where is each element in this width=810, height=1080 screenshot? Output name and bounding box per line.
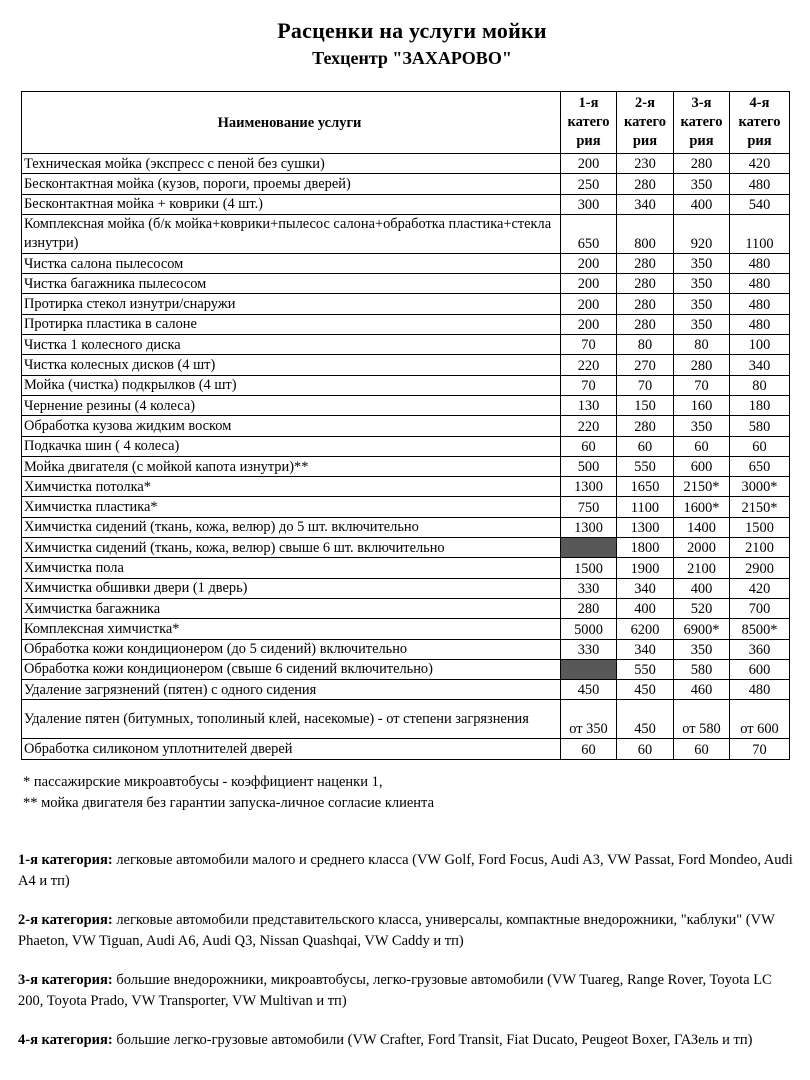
price-category-2: 1100: [617, 497, 674, 517]
price-category-4: 480: [730, 294, 790, 314]
price-category-4: 80: [730, 375, 790, 395]
price-category-1: 60: [561, 739, 617, 759]
category-text: большие легко-грузовые автомобили (VW Crafter, Ford Transit, Fiat Ducato, Peugeot Boxer, ГАЗель и тп): [116, 1032, 753, 1048]
service-name: Удаление загрязнений (пятен) с одного сидения: [22, 680, 561, 700]
price-category-2: 1800: [617, 538, 674, 558]
price-category-3: 350: [674, 416, 730, 436]
table-row: [22, 154, 790, 174]
price-category-3: 280: [674, 154, 730, 174]
service-name: Обработка кузова жидким воском: [22, 416, 561, 436]
price-category-1: 220: [561, 355, 617, 375]
price-category-1: от 350: [561, 700, 617, 739]
table-row: [22, 497, 790, 517]
price-category-3: 280: [674, 355, 730, 375]
price-category-4: 2150*: [730, 497, 790, 517]
page-title: Расценки на услуги мойки: [277, 18, 547, 43]
table-row: [22, 214, 790, 253]
price-category-2: 550: [617, 456, 674, 476]
header-category-1-line-3: рия: [576, 133, 601, 149]
price-category-2: 450: [617, 700, 674, 739]
table-row: [22, 355, 790, 375]
table-row: [22, 436, 790, 456]
price-category-2: 6200: [617, 619, 674, 639]
category-text: легковые автомобили малого и среднего класса (VW Golf, Ford Focus, Audi A3, VW Passat, Ford Mondeo, Audi A4 и тп): [18, 852, 793, 889]
header-category-2-line-2: катего: [623, 114, 667, 130]
price-category-4: 8500*: [730, 619, 790, 639]
table-row: [22, 194, 790, 214]
price-category-4: 480: [730, 253, 790, 273]
price-category-1: 200: [561, 294, 617, 314]
category-label: 1-я категория:: [18, 852, 113, 868]
price-category-2: 450: [617, 680, 674, 700]
price-category-4: 180: [730, 395, 790, 415]
header-category-4-line-3: рия: [747, 133, 772, 149]
unavailable-price-cell: [561, 659, 617, 679]
price-category-2: 280: [617, 274, 674, 294]
price-category-2: 1650: [617, 477, 674, 497]
price-category-2: 340: [617, 194, 674, 214]
table-row: [22, 538, 790, 558]
price-category-3: 160: [674, 395, 730, 415]
price-category-4: 540: [730, 194, 790, 214]
price-category-4: 100: [730, 335, 790, 355]
service-name: Чистка колесных дисков (4 шт): [22, 355, 561, 375]
price-category-4: 650: [730, 456, 790, 476]
price-category-3: 350: [674, 294, 730, 314]
service-name: Химчистка сидений (ткань, кожа, велюр) свыше 6 шт. включительно: [22, 538, 561, 558]
header-category-3-line-1: 3-я: [691, 95, 712, 111]
category-description: [18, 910, 798, 952]
price-category-4: 480: [730, 274, 790, 294]
service-name: Химчистка обшивки двери (1 дверь): [22, 578, 561, 598]
service-name: Химчистка пола: [22, 558, 561, 578]
price-category-4: 1500: [730, 517, 790, 537]
service-name: Химчистка сидений (ткань, кожа, велюр) до 5 шт. включительно: [22, 517, 561, 537]
price-category-3: 70: [674, 375, 730, 395]
service-name: Обработка кожи кондиционером (свыше 6 сидений включительно): [22, 659, 561, 679]
header-category-2: [617, 92, 674, 154]
service-name: Обработка силиконом уплотнителей дверей: [22, 739, 561, 759]
price-category-3: 2100: [674, 558, 730, 578]
service-name: Химчистка потолка*: [22, 477, 561, 497]
price-category-2: 340: [617, 639, 674, 659]
price-category-3: 400: [674, 194, 730, 214]
footnote: ** мойка двигателя без гарантии запуска-личное согласие клиента: [23, 795, 435, 811]
price-category-1: 330: [561, 578, 617, 598]
price-category-4: 360: [730, 639, 790, 659]
price-category-2: 280: [617, 174, 674, 194]
price-category-4: 3000*: [730, 477, 790, 497]
price-category-2: 280: [617, 416, 674, 436]
price-category-3: 60: [674, 436, 730, 456]
price-category-1: 70: [561, 335, 617, 355]
service-name: Бесконтактная мойка (кузов, пороги, проемы дверей): [22, 174, 561, 194]
price-category-2: 800: [617, 214, 674, 253]
service-name: Химчистка пластика*: [22, 497, 561, 517]
price-category-1: 500: [561, 456, 617, 476]
price-category-2: 80: [617, 335, 674, 355]
table-row: [22, 416, 790, 436]
header-category-1-line-1: 1-я: [578, 95, 599, 111]
table-row: [22, 274, 790, 294]
service-name: Бесконтактная мойка + коврики (4 шт.): [22, 194, 561, 214]
category-label: 3-я категория:: [18, 972, 113, 988]
unavailable-price-cell: [561, 538, 617, 558]
category-text: большие внедорожники, микроавтобусы, легко-грузовые автомобили (VW Tuareg, Range Rover, Toyota LC 200, Toyota Prado, VW Transporter, VW Multivan и тп): [18, 972, 772, 1009]
price-category-1: 130: [561, 395, 617, 415]
header-category-1-line-2: катего: [567, 114, 610, 130]
price-category-1: 200: [561, 314, 617, 334]
service-name: Чистка салона пылесосом: [22, 253, 561, 273]
table-row: [22, 578, 790, 598]
price-category-2: 270: [617, 355, 674, 375]
price-category-4: 480: [730, 174, 790, 194]
table-header-row: [22, 92, 790, 154]
price-category-2: 280: [617, 253, 674, 273]
table-row: [22, 253, 790, 273]
service-name: Чернение резины (4 колеса): [22, 395, 561, 415]
table-row: [22, 314, 790, 334]
price-category-2: 70: [617, 375, 674, 395]
price-category-4: 70: [730, 739, 790, 759]
price-category-4: 60: [730, 436, 790, 456]
service-name: Чистка 1 колесного диска: [22, 335, 561, 355]
price-category-1: 200: [561, 253, 617, 273]
category-label: 4-я категория:: [18, 1032, 113, 1048]
header-category-4-line-2: катего: [738, 114, 781, 130]
price-category-2: 230: [617, 154, 674, 174]
price-category-4: 700: [730, 598, 790, 618]
price-category-1: 450: [561, 680, 617, 700]
price-category-1: 200: [561, 154, 617, 174]
table-row: [22, 558, 790, 578]
price-category-3: 920: [674, 214, 730, 253]
price-category-3: 350: [674, 174, 730, 194]
header-category-4: [730, 92, 790, 154]
header-category-3-line-3: рия: [689, 133, 714, 149]
price-category-4: 480: [730, 314, 790, 334]
service-name: Комплексная мойка (б/к мойка+коврики+пылесос салона+обработка пластика+стекла изнутри): [22, 214, 561, 253]
service-name: Химчистка багажника: [22, 598, 561, 618]
price-category-1: 650: [561, 214, 617, 253]
price-category-3: 2150*: [674, 477, 730, 497]
price-category-4: 2900: [730, 558, 790, 578]
price-category-4: 480: [730, 680, 790, 700]
price-category-3: 1600*: [674, 497, 730, 517]
service-name: Протирка пластика в салоне: [22, 314, 561, 334]
price-category-3: 2000: [674, 538, 730, 558]
price-category-4: 1100: [730, 214, 790, 253]
price-category-3: от 580: [674, 700, 730, 739]
price-category-2: 1300: [617, 517, 674, 537]
table-row: [22, 739, 790, 759]
table-row: [22, 456, 790, 476]
price-category-1: 1300: [561, 477, 617, 497]
price-category-3: 6900*: [674, 619, 730, 639]
table-row: [22, 517, 790, 537]
price-category-1: 200: [561, 274, 617, 294]
service-name: Техническая мойка (экспресс с пеной без сушки): [22, 154, 561, 174]
table-row: [22, 375, 790, 395]
price-category-3: 350: [674, 639, 730, 659]
header-category-3-line-2: катего: [680, 114, 723, 130]
price-category-1: 250: [561, 174, 617, 194]
header-category-2-line-1: 2-я: [635, 95, 655, 111]
price-category-2: 280: [617, 314, 674, 334]
price-category-1: 750: [561, 497, 617, 517]
category-description: [18, 970, 798, 1012]
price-category-3: 600: [674, 456, 730, 476]
service-name: Мойка (чистка) подкрылков (4 шт): [22, 375, 561, 395]
table-row: [22, 619, 790, 639]
table-row: [22, 174, 790, 194]
price-category-4: 2100: [730, 538, 790, 558]
price-category-4: 420: [730, 154, 790, 174]
table-row: [22, 700, 790, 739]
header-category-3: [674, 92, 730, 154]
price-category-3: 80: [674, 335, 730, 355]
price-category-3: 350: [674, 314, 730, 334]
service-name: Обработка кожи кондиционером (до 5 сидений) включительно: [22, 639, 561, 659]
table-row: [22, 598, 790, 618]
price-table: [21, 91, 790, 760]
price-category-3: 350: [674, 253, 730, 273]
price-category-2: 60: [617, 436, 674, 456]
page-subtitle: Техцентр "ЗАХАРОВО": [312, 48, 512, 68]
service-name: Подкачка шин ( 4 колеса): [22, 436, 561, 456]
service-name: Комплексная химчистка*: [22, 619, 561, 639]
category-description: [18, 850, 798, 892]
service-name: Чистка багажника пылесосом: [22, 274, 561, 294]
price-category-1: 1500: [561, 558, 617, 578]
price-category-2: 550: [617, 659, 674, 679]
price-category-3: 60: [674, 739, 730, 759]
price-category-1: 280: [561, 598, 617, 618]
table-row: [22, 659, 790, 679]
category-text: легковые автомобили представительского класса, универсалы, компактные внедорожники, "каблуки" (VW Phaeton, VW Tiguan, Audi A6, Audi Q3, Nissan Quashqai, VW Caddy и тп): [18, 912, 775, 949]
table-row: [22, 294, 790, 314]
footnotes: [23, 772, 434, 814]
table-row: [22, 477, 790, 497]
price-category-1: 300: [561, 194, 617, 214]
price-category-3: 400: [674, 578, 730, 598]
header-service-name: Наименование услуги: [22, 92, 561, 154]
service-name: Протирка стекол изнутри/снаружи: [22, 294, 561, 314]
service-name: Мойка двигателя (с мойкой капота изнутри)**: [22, 456, 561, 476]
category-label: 2-я категория:: [18, 912, 113, 928]
table-body: [22, 154, 790, 760]
price-category-4: 600: [730, 659, 790, 679]
header-category-2-line-3: рия: [632, 133, 658, 149]
service-name: Удаление пятен (битумных, тополиный клей, насекомые) - от степени загрязнения: [22, 700, 561, 739]
table-row: [22, 335, 790, 355]
price-category-4: 580: [730, 416, 790, 436]
price-category-1: 70: [561, 375, 617, 395]
price-category-4: 420: [730, 578, 790, 598]
price-category-2: 1900: [617, 558, 674, 578]
price-category-1: 60: [561, 436, 617, 456]
price-category-1: 330: [561, 639, 617, 659]
price-category-4: 340: [730, 355, 790, 375]
table-row: [22, 395, 790, 415]
price-category-3: 350: [674, 274, 730, 294]
price-category-2: 280: [617, 294, 674, 314]
price-category-2: 60: [617, 739, 674, 759]
price-category-4: от 600: [730, 700, 790, 739]
price-category-2: 400: [617, 598, 674, 618]
price-category-3: 1400: [674, 517, 730, 537]
price-category-1: 1300: [561, 517, 617, 537]
footnote: * пассажирские микроавтобусы - коэффициент наценки 1,: [23, 774, 383, 790]
price-category-1: 5000: [561, 619, 617, 639]
table-row: [22, 639, 790, 659]
price-category-3: 460: [674, 680, 730, 700]
category-description: [18, 1030, 798, 1051]
header-category-1: [561, 92, 617, 154]
price-category-2: 340: [617, 578, 674, 598]
header-category-4-line-1: 4-я: [749, 95, 770, 111]
price-category-3: 580: [674, 659, 730, 679]
price-category-3: 520: [674, 598, 730, 618]
price-category-1: 220: [561, 416, 617, 436]
table-row: [22, 680, 790, 700]
price-category-2: 150: [617, 395, 674, 415]
